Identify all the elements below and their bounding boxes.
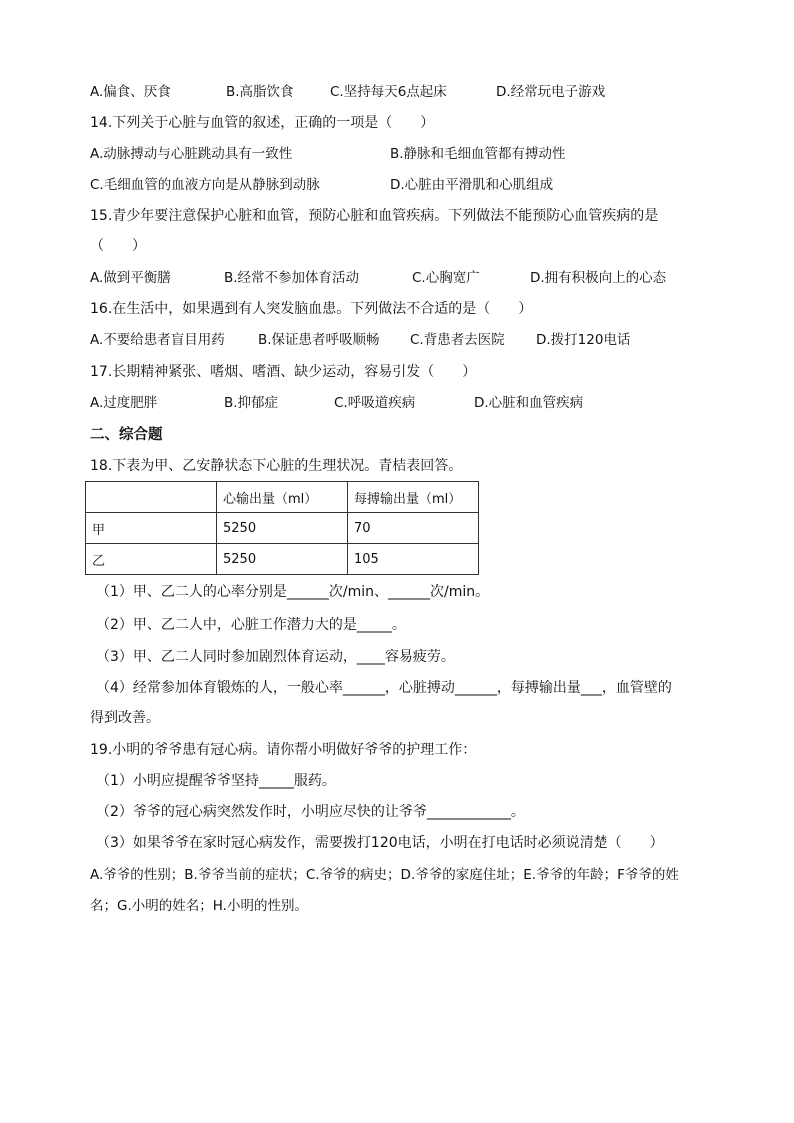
q18-sub2: （2）甲、乙二人中，心脏工作潜力大的是_____。 bbox=[96, 617, 406, 633]
q19-answer-options-cont: 名；G.小明的姓名；H.小明的性别。 bbox=[90, 898, 308, 914]
q15-stem: 15.青少年要注意保护心脏和血管，预防心脏和血管疾病。下列做法不能预防心血管疾病的是 bbox=[90, 208, 659, 224]
q17-option-a: A.过度肥胖 bbox=[90, 395, 158, 411]
table-cell: 105 bbox=[348, 544, 479, 575]
q19-answer-options: A.爷爷的性别；B.爷爷当前的症状；C.爷爷的病史；D.爷爷的家庭住址；E.爷爷的年龄；F爷爷的姓 bbox=[90, 867, 679, 883]
q16-option-b: B.保证患者呼吸顺畅 bbox=[258, 332, 380, 348]
q15-option-b: B.经常不参加体育活动 bbox=[224, 270, 360, 286]
table-cell: 5250 bbox=[217, 544, 348, 575]
heart-data-table bbox=[85, 481, 479, 575]
q16-stem: 16.在生活中，如果遇到有人突发脑血患。下列做法不合适的是（ ） bbox=[90, 301, 533, 317]
q18-sub4: （4）经常参加体育锻炼的人，一般心率______，心脏搏动______，每搏输出量___，血管壁的 bbox=[96, 680, 672, 696]
q19-sub3: （3）如果爷爷在家时冠心病发作，需要拨打120电话，小明在打电话时必须说清楚（ ） bbox=[96, 835, 664, 851]
q16-option-c: C.背患者去医院 bbox=[410, 332, 505, 348]
table-row bbox=[86, 513, 479, 544]
section-title: 二、综合题 bbox=[90, 427, 163, 443]
q15-option-a: A.做到平衡膳 bbox=[90, 270, 171, 286]
q15-option-d: D.拥有积极向上的心态 bbox=[530, 270, 667, 286]
q14-stem: 14.下列关于心脏与血管的叙述，正确的一项是（ ） bbox=[90, 115, 435, 131]
q13-option-b: B.高脂饮食 bbox=[226, 84, 294, 100]
q19-sub1: （1）小明应提醒爷爷坚持_____服药。 bbox=[96, 773, 336, 789]
table-header-cell: 心输出量（ml） bbox=[217, 482, 348, 513]
table-cell: 70 bbox=[348, 513, 479, 544]
q17-option-c: C.呼吸道疾病 bbox=[334, 395, 416, 411]
q16-option-a: A.不要给患者盲目用药 bbox=[90, 332, 225, 348]
q18-sub4-cont: 得到改善。 bbox=[90, 710, 160, 726]
q15-option-c: C.心胸宽广 bbox=[412, 270, 480, 286]
q18-stem: 18.下表为甲、乙安静状态下心脏的生理状况。青桔表回答。 bbox=[90, 458, 463, 474]
q17-option-b: B.抑郁症 bbox=[224, 395, 279, 411]
table-header-row bbox=[86, 482, 479, 513]
q19-sub2: （2）爷爷的冠心病突然发作时，小明应尽快的让爷爷____________。 bbox=[96, 804, 525, 820]
q16-option-d: D.拨打120电话 bbox=[536, 332, 631, 348]
q13-option-a: A.偏食、厌食 bbox=[90, 84, 171, 100]
table-cell: 乙 bbox=[86, 544, 217, 575]
q13-option-c: C.坚持每天6点起床 bbox=[330, 84, 447, 100]
table-header-cell: 每搏输出量（ml） bbox=[348, 482, 479, 513]
q19-stem: 19.小明的爷爷患有冠心病。请你帮小明做好爷爷的护理工作： bbox=[90, 742, 477, 758]
q17-option-d: D.心脏和血管疾病 bbox=[474, 395, 584, 411]
table-header-cell bbox=[86, 482, 217, 513]
q15-stem-bracket: （ ） bbox=[90, 238, 146, 254]
table-row bbox=[86, 544, 479, 575]
q14-option-d: D.心脏由平滑肌和心肌组成 bbox=[390, 177, 554, 193]
q14-option-c: C.毛细血管的血液方向是从静脉到动脉 bbox=[90, 177, 320, 193]
q17-stem: 17.长期精神紧张、嗜烟、嗜酒、缺少运动，容易引发（ ） bbox=[90, 364, 477, 380]
q18-sub1: （1）甲、乙二人的心率分别是______次/min、______次/min。 bbox=[96, 584, 490, 600]
q14-option-a: A.动脉搏动与心脏跳动具有一致性 bbox=[90, 146, 293, 162]
table-cell: 5250 bbox=[217, 513, 348, 544]
table-cell: 甲 bbox=[86, 513, 217, 544]
q14-option-b: B.静脉和毛细血管都有搏动性 bbox=[390, 146, 566, 162]
q18-sub3: （3）甲、乙二人同时参加剧烈体育运动，____容易疲劳。 bbox=[96, 649, 455, 665]
q13-option-d: D.经常玩电子游戏 bbox=[496, 84, 606, 100]
